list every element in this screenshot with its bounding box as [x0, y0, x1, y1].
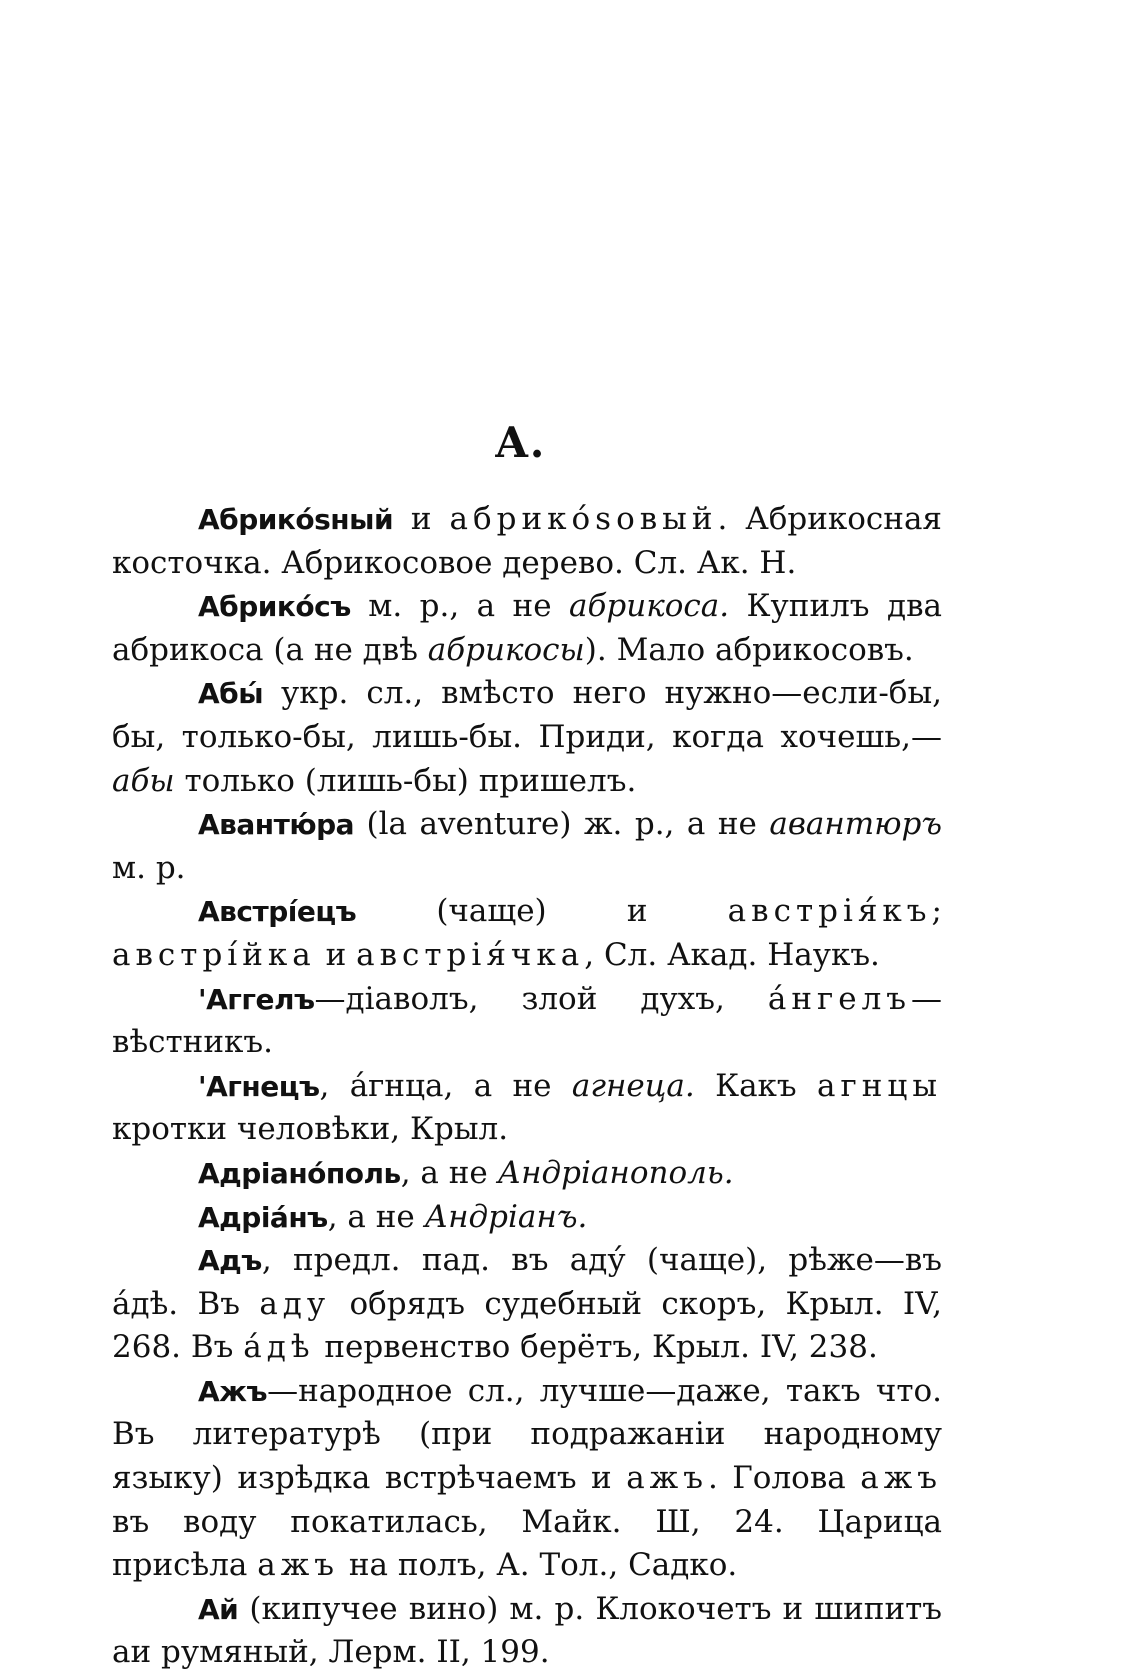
entry-text: ; — [931, 893, 942, 930]
entry-headword: 'Аггелъ — [198, 982, 315, 1016]
entry-text: , предл. пад. въ аду́ (чаще), рѣже—въ а́дѣ. Въ — [112, 1242, 942, 1322]
entry-spaced-form: ажъ — [257, 1547, 339, 1584]
entry-text: и — [393, 501, 450, 537]
entry-headword: Адріа́нъ — [198, 1200, 328, 1234]
entry-text: ). Мало абрикосовъ. — [584, 631, 914, 668]
entry-text: , а не — [327, 1198, 425, 1235]
entry-spaced-form: абрикósовый — [449, 501, 718, 537]
entry-text: только (лишь-бы) пришелъ. — [174, 762, 637, 799]
entry-text: въ воду покатилась, Майк. Ш, 24. Царица присѣла — [112, 1503, 942, 1584]
entry-incorrect-form: Андріанъ. — [424, 1198, 588, 1235]
entry-incorrect-form: Андріанополь. — [497, 1154, 734, 1191]
dictionary-entry — [112, 1588, 942, 1675]
entry-text: —народное сл., лучше—даже, такъ что. Въ литературѣ (при подражаніи народному языку) изрѣдка встрѣчаемъ и — [112, 1372, 942, 1497]
entry-text: кротки человѣки, Крыл. — [112, 1111, 509, 1148]
dictionary-entry — [112, 1370, 942, 1588]
entry-text: . Голова — [707, 1460, 861, 1497]
dictionary-entry — [112, 585, 942, 672]
entry-text: — вѣстникъ. — [112, 980, 942, 1061]
entry-spaced-form: агнцы — [817, 1067, 942, 1104]
entry-spaced-form: а́дѣ — [243, 1329, 315, 1366]
dictionary-entry — [112, 1065, 942, 1152]
entry-headword: Абрикóсъ — [198, 590, 351, 624]
entry-spaced-form: аду — [259, 1285, 331, 1322]
entry-incorrect-form: агнеца. — [571, 1067, 695, 1104]
entry-headword: Ай — [198, 1592, 239, 1626]
entry-text: Купилъ два абрикоса (а не двѣ — [112, 588, 942, 668]
dictionary-entry — [112, 1152, 942, 1196]
entry-text: Какъ — [694, 1067, 817, 1104]
entry-headword: Адъ — [198, 1244, 262, 1278]
entry-headword: Австрі́ецъ — [198, 895, 357, 929]
entry-spaced-form: австрія́чка — [356, 936, 585, 973]
entry-incorrect-form: абрикоса. — [569, 588, 730, 625]
entry-spaced-form: австрія́къ — [727, 893, 932, 930]
dictionary-entries — [112, 498, 942, 1675]
entry-headword: Адріанóполь — [198, 1156, 401, 1190]
entry-text: м. р. — [112, 849, 186, 886]
dictionary-entry — [112, 672, 942, 803]
entry-spaced-form: ажъ — [860, 1460, 942, 1497]
entry-headword: Абы́ — [198, 677, 264, 711]
entry-spaced-form: австрі́йка — [112, 936, 316, 973]
entry-text: (чаще) и — [356, 893, 728, 930]
page-letter-heading: А. — [494, 418, 546, 467]
entry-text: , а не — [400, 1154, 498, 1191]
dictionary-entry — [112, 1239, 942, 1370]
entry-headword: Ажъ — [198, 1374, 268, 1408]
entry-headword: Абрикósный — [198, 503, 394, 536]
entry-italic-example: абы — [112, 762, 175, 799]
entry-text: (la aventure) ж. р., а не — [354, 806, 770, 843]
dictionary-entry — [112, 890, 942, 977]
entry-text: и — [315, 936, 357, 973]
entry-text: укр. сл., вмѣсто него нужно—если-бы, бы, только-бы, лишь-бы. Приди, когда хочешь,— — [112, 675, 942, 755]
entry-spaced-form: а́нгелъ — [767, 980, 911, 1017]
entry-text: первенство берётъ, Крыл. IV, 238. — [314, 1329, 878, 1366]
dictionary-entry — [112, 978, 942, 1065]
entry-text: обрядъ судебный скоръ, Крыл. IV, 268. Въ — [112, 1285, 942, 1366]
dictionary-entry — [112, 803, 942, 890]
entry-text: м. р., а не — [350, 588, 570, 625]
entry-text: , а́гнца, а не — [319, 1067, 572, 1104]
entry-headword: 'Агнецъ — [198, 1069, 320, 1103]
entry-incorrect-form: абрикосы — [427, 631, 585, 668]
entry-incorrect-form: авантюръ — [769, 806, 942, 843]
entry-text: (кипучее вино) м. р. Клокочетъ и шипитъ аи румяный, Лерм. II, 199. — [112, 1590, 942, 1671]
entry-text: на полъ, А. Тол., Садко. — [339, 1547, 738, 1584]
entry-spaced-form: ажъ — [626, 1460, 708, 1497]
dictionary-entry — [112, 498, 942, 585]
dictionary-entry — [112, 1196, 942, 1240]
entry-text: , Сл. Акад. Наукъ. — [584, 936, 880, 973]
entry-headword: Авантю́ра — [198, 808, 355, 842]
entry-text: . Абрикосная косточка. Абрикосовое дерево. Сл. Ак. Н. — [112, 501, 942, 581]
entry-text: —діаволъ, злой духъ, — [314, 980, 768, 1017]
